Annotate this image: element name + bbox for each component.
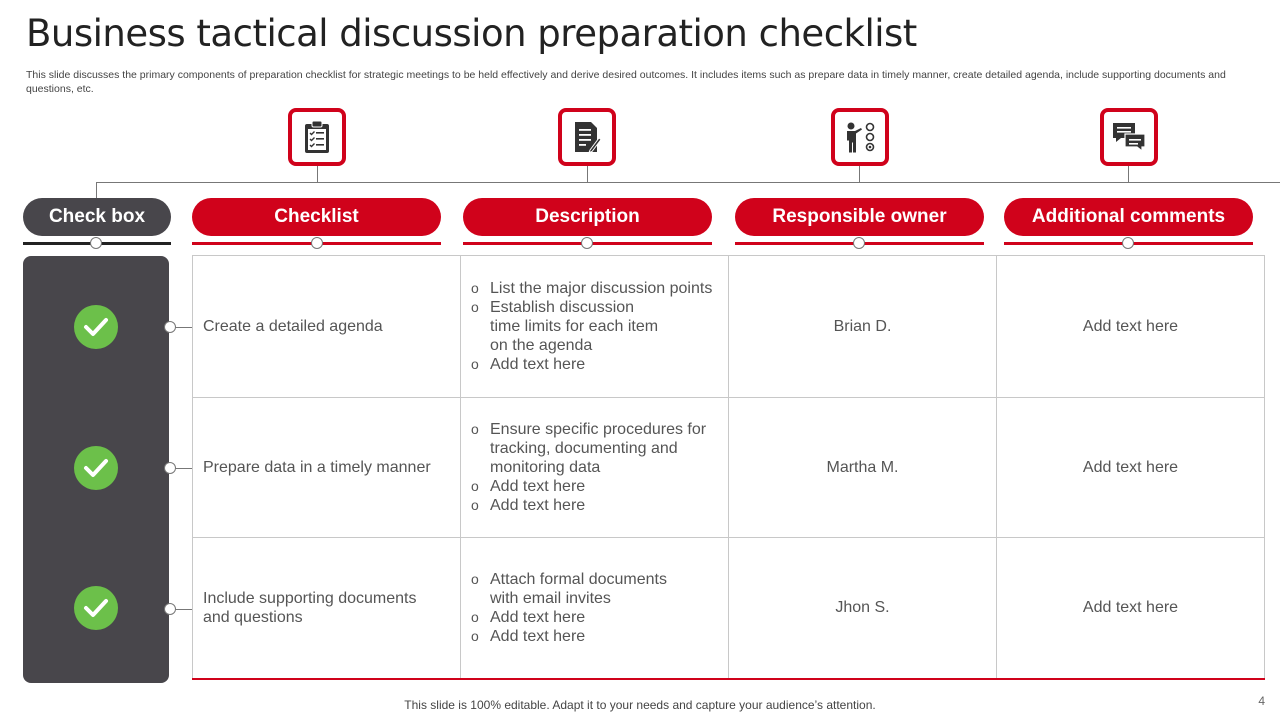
chat-bubbles-icon	[1111, 121, 1147, 153]
list-item: o Attach formal documents with email invites	[471, 570, 681, 608]
list-item: o Add text here	[471, 627, 681, 646]
connector-dot	[581, 237, 593, 249]
table-cell-comments: Add text here	[997, 398, 1265, 538]
table-cell-comments: Add text here	[997, 538, 1265, 679]
table-cell-comments: Add text here	[997, 256, 1265, 398]
list-item: o List the major discussion points	[471, 279, 712, 298]
page-subtitle: This slide discusses the primary components of preparation checklist for strategic meetings to be held effectively and derive desired outcomes. It includes items such as prepare data in timely manner, create detailed agenda, include supporting documents and questions, etc.	[26, 69, 1226, 95]
table-bottom-accent	[192, 678, 1265, 680]
header-check-box: Check box	[23, 198, 171, 236]
connector-dot	[164, 321, 176, 333]
table-cell-owner: Jhon S.	[729, 538, 997, 679]
table-cell-description	[461, 398, 729, 538]
list-item: o Add text here	[471, 355, 712, 374]
connector-dot	[164, 603, 176, 615]
check-circle-icon	[74, 586, 118, 630]
table-cell-description	[461, 538, 729, 679]
table-cell-checklist: Prepare data in a timely manner	[193, 398, 461, 538]
table-cell-owner: Martha M.	[729, 398, 997, 538]
footer-note: This slide is 100% editable. Adapt it to your needs and capture your audience’s attention.	[404, 698, 876, 712]
description-list	[471, 570, 681, 646]
connector-dot	[1122, 237, 1134, 249]
header-responsible-owner: Responsible owner	[735, 198, 984, 236]
description-list	[471, 279, 712, 374]
connector-dot	[164, 462, 176, 474]
check-circle-icon	[74, 446, 118, 490]
comments-icon-box	[1100, 108, 1158, 166]
table-cell-owner: Brian D.	[729, 256, 997, 398]
table-cell-description	[461, 256, 729, 398]
header-checklist: Checklist	[192, 198, 441, 236]
checklist-icon-box	[288, 108, 346, 166]
connector-owner	[859, 166, 860, 182]
header-description: Description	[463, 198, 712, 236]
list-item: o Establish discussion time limits for each item on the agenda	[471, 298, 661, 355]
list-item: o Add text here	[471, 608, 681, 627]
connector-dot	[90, 237, 102, 249]
document-pen-icon	[573, 120, 601, 154]
connector-comments	[1128, 166, 1129, 182]
list-item: o Add text here	[471, 477, 711, 496]
table-cell-checklist: Create a detailed agenda	[193, 256, 461, 398]
page-number: 4	[1258, 694, 1265, 708]
clipboard-checklist-icon	[304, 120, 330, 154]
description-icon-box	[558, 108, 616, 166]
table-cell-checklist: Include supporting documents and questions	[193, 538, 461, 679]
connector-checklist	[317, 166, 318, 182]
owner-icon-box	[831, 108, 889, 166]
connector-dot	[311, 237, 323, 249]
header-additional-comments: Additional comments	[1004, 198, 1253, 236]
list-item: o Add text here	[471, 496, 711, 515]
connector-description	[587, 166, 588, 182]
presenter-icon	[843, 120, 877, 154]
checklist-table	[192, 255, 1265, 679]
page-title: Business tactical discussion preparation checklist	[26, 12, 917, 55]
list-item: o Ensure specific procedures for tracking, documenting and monitoring data	[471, 420, 711, 477]
connector-dot	[853, 237, 865, 249]
description-list	[471, 420, 711, 515]
connector-check-box	[96, 182, 97, 198]
check-circle-icon	[74, 305, 118, 349]
top-connector-line	[96, 182, 1280, 183]
